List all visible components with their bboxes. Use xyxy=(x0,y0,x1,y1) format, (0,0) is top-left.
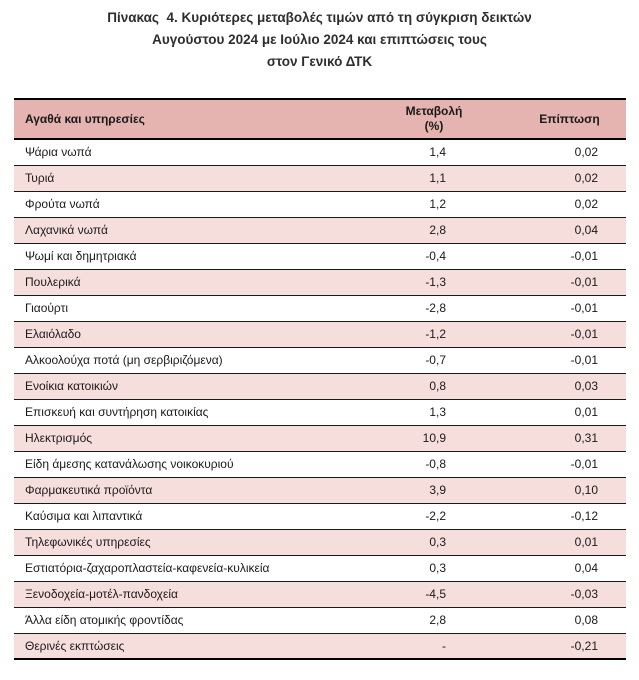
row-label: Εστιατόρια-ζαχαροπλαστεία-καφενεία-κυλικεία xyxy=(14,555,374,581)
table-title xyxy=(0,0,639,73)
row-change-value: -0,7 xyxy=(374,347,494,373)
row-impact-value: 0,04 xyxy=(494,217,626,243)
row-label: Ενοίκια κατοικιών xyxy=(14,373,374,399)
row-change-value: 2,8 xyxy=(374,217,494,243)
row-impact-value: 0,02 xyxy=(574,145,598,160)
row-label: Άλλα είδη ατομικής φροντίδας xyxy=(14,607,374,633)
row-impact-value: 0,04 xyxy=(494,555,626,581)
table-row xyxy=(14,347,626,373)
row-label: Θερινές εκπτώσεις xyxy=(14,633,374,659)
table-row xyxy=(14,399,626,425)
row-impact-value: 0,02 xyxy=(494,191,626,217)
row-change-value: 1,2 xyxy=(374,191,494,217)
row-label: Είδη άμεσης κατανάλωσης νοικοκυριού xyxy=(14,451,374,477)
row-change-value: 0,8 xyxy=(374,373,494,399)
row-impact-value: 0,03 xyxy=(494,373,626,399)
table-row xyxy=(14,217,626,243)
table-row xyxy=(14,451,626,477)
row-label: Καύσιμα και λιπαντικά xyxy=(14,503,374,529)
row-change-value: -2,8 xyxy=(374,295,494,321)
row-label: Λαχανικά νωπά xyxy=(14,217,374,243)
col-header-change xyxy=(374,99,494,139)
row-impact-value: -0,21 xyxy=(494,633,626,659)
table-row xyxy=(14,633,626,659)
table-row xyxy=(14,555,626,581)
table-header-row xyxy=(14,99,626,139)
row-label: Επισκευή και συντήρηση κατοικίας xyxy=(14,399,374,425)
row-label: Φρούτα νωπά xyxy=(14,191,374,217)
row-change-value: 0,3 xyxy=(374,555,494,581)
row-label: Ξενοδοχεία-μοτέλ-πανδοχεία xyxy=(14,581,374,607)
col-header-change-label: Μεταβολή (%) xyxy=(405,104,463,133)
table-title-line3: στον Γενικό ΔΤΚ xyxy=(266,54,373,69)
row-change-value: 3,9 xyxy=(374,477,494,503)
table-row xyxy=(14,191,626,217)
row-change-value: -2,2 xyxy=(374,503,494,529)
row-change-value: -0,4 xyxy=(374,243,494,269)
row-impact-value: -0,01 xyxy=(494,269,626,295)
row-impact-value: -0,01 xyxy=(494,321,626,347)
row-impact-value: -0,01 xyxy=(494,451,626,477)
row-impact-value: -0,01 xyxy=(494,243,626,269)
row-change-value: -4,5 xyxy=(374,581,494,607)
table-row xyxy=(14,373,626,399)
row-label: Ελαιόλαδο xyxy=(14,321,374,347)
table-row xyxy=(14,477,626,503)
row-impact-value: -0,12 xyxy=(494,503,626,529)
table-row xyxy=(14,607,626,633)
table-row xyxy=(14,529,626,555)
row-label: Αλκοολούχα ποτά (μη σερβιριζόμενα) xyxy=(14,347,374,373)
row-label: Γιαούρτι xyxy=(14,295,374,321)
row-label: Τηλεφωνικές υπηρεσίες xyxy=(14,529,374,555)
row-change-value: -1,2 xyxy=(374,321,494,347)
table-row xyxy=(14,295,626,321)
row-change-value: - xyxy=(374,633,494,659)
table-row xyxy=(14,165,626,191)
row-impact-value: 0,01 xyxy=(494,529,626,555)
row-label: Ψάρια νωπά xyxy=(25,145,92,160)
row-impact-value: 0,10 xyxy=(494,477,626,503)
row-impact-value: 0,08 xyxy=(494,607,626,633)
row-change-value: -0,8 xyxy=(374,451,494,477)
row-impact-value: -0,01 xyxy=(494,347,626,373)
row-impact-value: 0,02 xyxy=(494,165,626,191)
row-label: Ψωμί και δημητριακά xyxy=(14,243,374,269)
table-title-line1: Πίνακας 4. Κυριότερες μεταβολές τιμών από τη σύγκριση δεικτών xyxy=(107,10,532,25)
table-row xyxy=(14,139,626,165)
row-change-value: 1,1 xyxy=(374,165,494,191)
row-change-value: 2,8 xyxy=(374,607,494,633)
row-impact-value: -0,01 xyxy=(494,295,626,321)
row-impact-value: -0,03 xyxy=(494,581,626,607)
table-row xyxy=(14,243,626,269)
col-header-impact: Επίπτωση xyxy=(494,99,626,139)
row-impact-value: 0,31 xyxy=(494,425,626,451)
row-label: Ηλεκτρισμός xyxy=(14,425,374,451)
table-row xyxy=(14,321,626,347)
table-body xyxy=(14,139,626,659)
row-label: Πουλερικά xyxy=(14,269,374,295)
price-changes-table xyxy=(14,98,626,660)
row-label: Τυριά xyxy=(14,165,374,191)
table-row xyxy=(14,503,626,529)
row-change-value: 1,3 xyxy=(374,399,494,425)
col-header-goods: Αγαθά και υπηρεσίες xyxy=(14,99,374,139)
row-change-value: 0,3 xyxy=(374,529,494,555)
table-title-line2: Αυγούστου 2024 με Ιούλιο 2024 και επιπτώσεις τους xyxy=(152,32,487,47)
table-row xyxy=(14,425,626,451)
row-label: Φαρμακευτικά προϊόντα xyxy=(14,477,374,503)
row-change-value: 10,9 xyxy=(374,425,494,451)
table-row xyxy=(14,269,626,295)
table-row xyxy=(14,581,626,607)
row-change-value: 1,4 xyxy=(429,145,446,160)
row-change-value: -1,3 xyxy=(374,269,494,295)
row-impact-value: 0,01 xyxy=(494,399,626,425)
